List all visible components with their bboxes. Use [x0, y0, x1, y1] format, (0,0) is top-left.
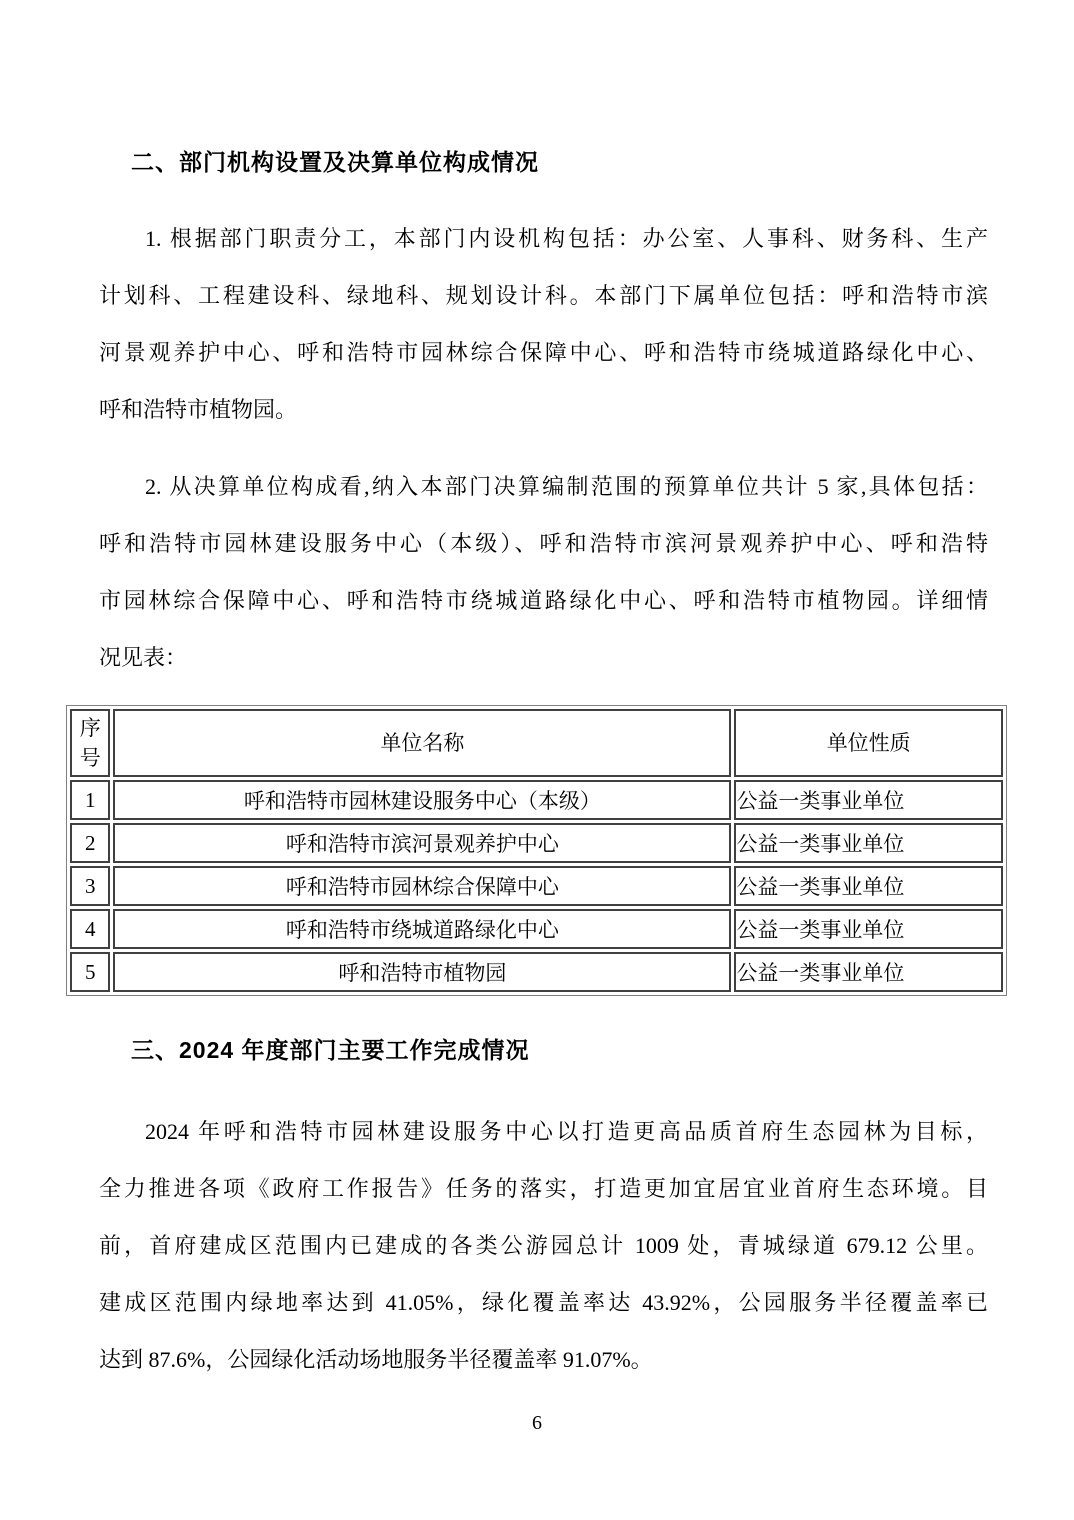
table-row — [70, 909, 1003, 949]
units-table — [66, 705, 1007, 996]
paragraph-line: 计划科、工程建设科、绿地科、规划设计科。本部门下属单位包括：呼和浩特市滨 — [99, 283, 988, 308]
cell-unit-type: 公益一类事业单位 — [734, 909, 1003, 949]
paragraph-line: 达到 87.6%，公园绿化活动场地服务半径覆盖率 91.07%。 — [99, 1347, 653, 1372]
table-row — [70, 780, 1003, 820]
cell-unit-type: 公益一类事业单位 — [734, 780, 1003, 820]
paragraph-line: 2. 从决算单位构成看,纳入本部门决算编制范围的预算单位共计 5 家,具体包括： — [145, 474, 988, 499]
cell-unit-type: 公益一类事业单位 — [734, 866, 1003, 906]
table-header-unit-name: 单位名称 — [113, 709, 731, 777]
paragraph-line: 河景观养护中心、呼和浩特市园林综合保障中心、呼和浩特市绕城道路绿化中心、 — [99, 340, 988, 365]
table-header-seq: 序号 — [70, 709, 110, 777]
cell-seq: 5 — [70, 952, 110, 992]
table-row — [70, 866, 1003, 906]
paragraph-line: 2024 年呼和浩特市园林建设服务中心以打造更高品质首府生态园林为目标， — [145, 1119, 988, 1144]
paragraph-line: 全力推进各项《政府工作报告》任务的落实，打造更加宜居宜业首府生态环境。目 — [99, 1176, 988, 1201]
cell-unit-type: 公益一类事业单位 — [734, 952, 1003, 992]
table-header-unit-type: 单位性质 — [734, 709, 1003, 777]
page-number: 6 — [532, 1412, 542, 1434]
cell-seq: 4 — [70, 909, 110, 949]
cell-unit-name: 呼和浩特市植物园 — [113, 952, 731, 992]
cell-unit-name: 呼和浩特市滨河景观养护中心 — [113, 823, 731, 863]
paragraph-line: 况见表： — [99, 645, 188, 670]
cell-seq: 1 — [70, 780, 110, 820]
cell-seq: 2 — [70, 823, 110, 863]
cell-unit-type: 公益一类事业单位 — [734, 823, 1003, 863]
units-table-wrapper — [66, 705, 1074, 996]
cell-seq: 3 — [70, 866, 110, 906]
paragraph-line: 前，首府建成区范围内已建成的各类公游园总计 1009 处，青城绿道 679.12 公里。 — [99, 1233, 988, 1258]
paragraph-line: 呼和浩特市植物园。 — [99, 397, 298, 422]
section-heading-2: 二、部门机构设置及决算单位构成情况 — [131, 149, 539, 175]
paragraph-line: 市园林综合保障中心、呼和浩特市绕城道路绿化中心、呼和浩特市植物园。详细情 — [99, 588, 988, 613]
cell-unit-name: 呼和浩特市绕城道路绿化中心 — [113, 909, 731, 949]
paragraph-line: 呼和浩特市园林建设服务中心（本级）、呼和浩特市滨河景观养护中心、呼和浩特 — [99, 531, 988, 556]
paragraph-3 — [99, 1103, 988, 1388]
paragraph-line: 建成区范围内绿地率达到 41.05%，绿化覆盖率达 43.92%，公园服务半径覆盖率已 — [99, 1290, 988, 1315]
section-heading-3: 三、2024 年度部门主要工作完成情况 — [131, 1037, 530, 1063]
paragraph-2 — [99, 458, 988, 686]
paragraph-line: 1. 根据部门职责分工，本部门内设机构包括：办公室、人事科、财务科、生产 — [145, 226, 988, 251]
cell-unit-name: 呼和浩特市园林综合保障中心 — [113, 866, 731, 906]
cell-unit-name: 呼和浩特市园林建设服务中心（本级） — [113, 780, 731, 820]
table-header-row — [70, 709, 1003, 777]
paragraph-1 — [99, 210, 988, 438]
table-row — [70, 823, 1003, 863]
table-row — [70, 952, 1003, 992]
